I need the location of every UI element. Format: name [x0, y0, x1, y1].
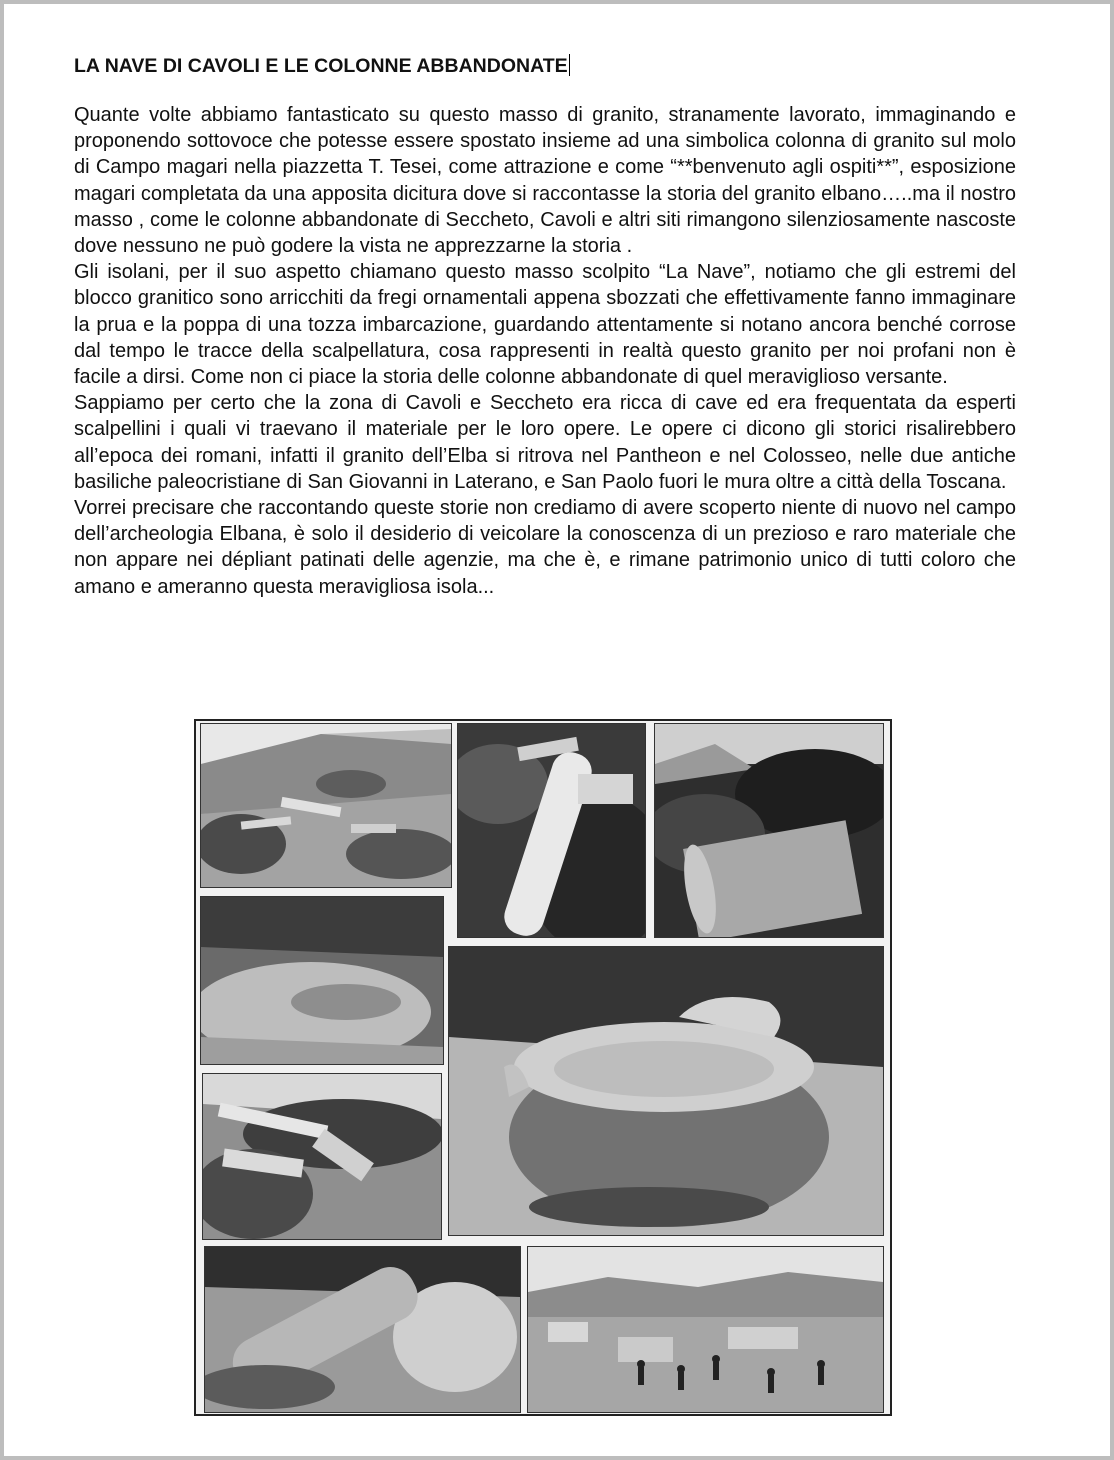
photo-fallen-column: [457, 723, 646, 938]
photo-collage: [194, 719, 892, 1416]
photo-column-fragment-coast: [654, 723, 884, 938]
photo-carved-rock-ground: [200, 896, 444, 1065]
paragraph-2: Gli isolani, per il suo aspetto chiamano questo masso scolpito “La Nave”, notiamo che gli estremi del blocco granitico sono arricchiti da fregi ornamentali appena sbozzati che effettivamente fanno immaginare la prua e la poppa di una tozza imbarcazione, guardando attentamente si notano ancora benché corrose dal tempo le tracce della scalpellatura, cosa rappresenti in realtà questo granito per noi profani non è facile a dirsi. Come non ci piace la storia delle colonne abbandonate di quel meraviglioso versante.: [74, 261, 1016, 389]
paragraph-1: Quante volte abbiamo fantasticato su questo masso di granito, stranamente lavorato, immaginando e proponendo sottovoce che potesse essere spostato insieme ad una simbolica colonna di granito sul molo di Campo magari nella piazzetta T. Tesei, come attrazione e come “**benvenuto agli ospiti**”, esposizione magari completata da una apposita dicitura dove si raccontasse la storia del granito elbano…..ma il nostro masso , come le colonne abbandonate di Seccheto, Cavoli e altri siti rimangono silenziosamente nascoste dove nessuno ne può godere la vista ne apprezzarne la storia .: [74, 104, 1016, 258]
document-title: [74, 52, 1016, 80]
paragraph-3: Sappiamo per certo che la zona di Cavoli e Seccheto era ricca di cave ed era frequentata da esperti scalpellini i quali vi traevano il materiale per le loro opere. Le opere ci dicono gli storici risalirebbero all’epoca dei romani, infatti il granito dell’Elba si ritrova nel Pantheon e nel Colosseo, nelle due antiche basiliche paleocristiane di San Giovanni in Laterano, e San Paolo fuori le mura oltre a città della Toscana.: [74, 392, 1016, 493]
title-text: LA NAVE DI CAVOLI E LE COLONNE ABBANDONATE: [74, 55, 568, 77]
photo-la-nave-granite-block: [448, 946, 884, 1236]
photo-column-and-boulder: [204, 1246, 521, 1413]
photo-quarry-workers: [527, 1246, 884, 1413]
photo-hillside-columns: [200, 723, 452, 888]
document-body: [70, 52, 1016, 600]
text-cursor: [569, 54, 570, 76]
paragraph-4: Vorrei precisare che raccontando queste storie non crediamo di avere scoperto niente di nuovo nel campo dell’archeologia Elbana, è solo il desiderio di veicolare la conoscenza di un prezioso e raro materiale che non appare nei dépliant patinati delle agenzie, ma che è, e rimane patrimonio unico di tutti coloro che amano e ameranno questa meravigliosa isola...: [74, 497, 1016, 598]
photo-columns-among-shrubs: [202, 1073, 442, 1240]
